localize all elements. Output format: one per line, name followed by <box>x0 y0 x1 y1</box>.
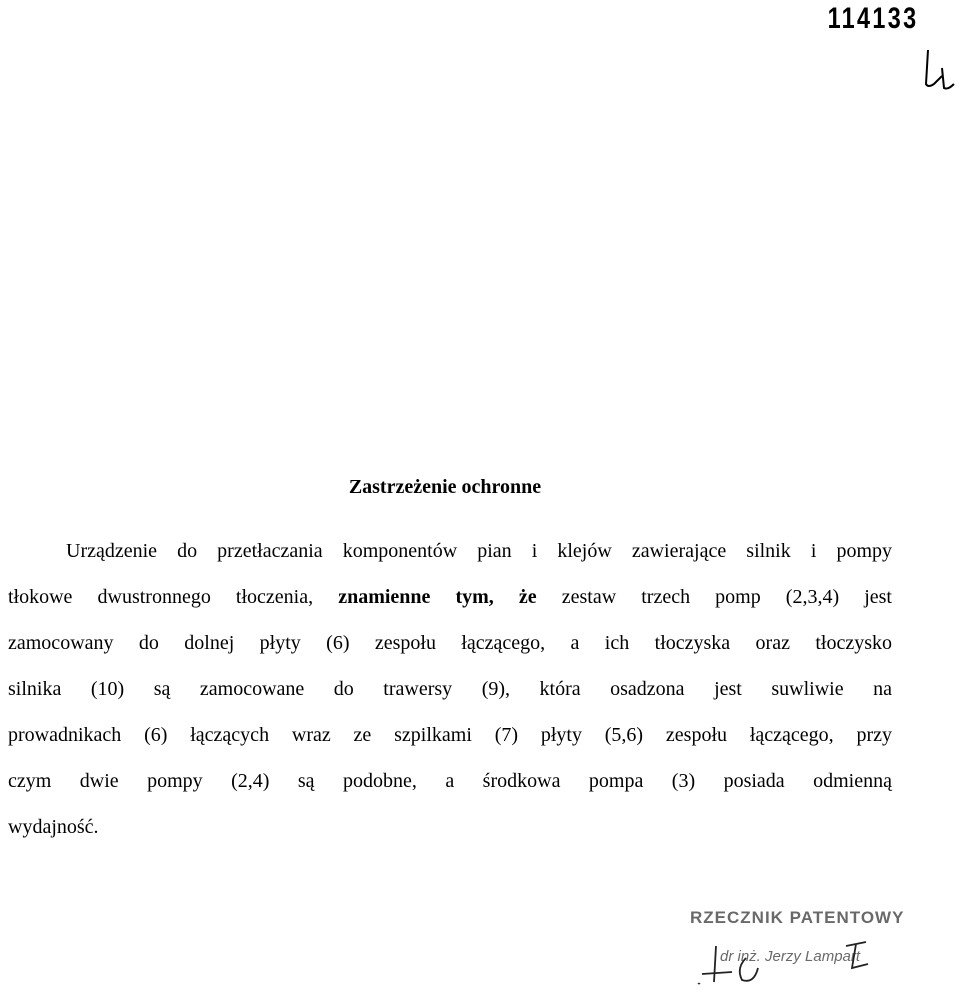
claim-line: zamocowany do dolnej płyty (6) zespołu łączącego, a ich tłoczyska oraz tłoczysko <box>8 632 892 654</box>
stamp-heading: RZECZNIK PATENTOWY <box>690 908 905 927</box>
claim-line: wydajność. <box>8 816 99 838</box>
claim-line: silnika (10) są zamocowane do trawersy (9), która osadzona jest suwliwie na <box>8 678 892 700</box>
handwritten-corner-mark <box>922 44 960 94</box>
claim-line: prowadnikach (6) łączących wraz ze szpilkami (7) płyty (5,6) zespołu łączącego, przy <box>8 724 892 746</box>
handwritten-signature <box>696 938 896 993</box>
page-number: 114133 <box>827 2 918 35</box>
document-title: Zastrzeżenie ochronne <box>348 476 542 498</box>
claim-line: czym dwie pompy (2,4) są podobne, a środkowa pompa (3) posiada odmienną <box>8 770 892 792</box>
stamp-name: dr inż. Jerzy Lampart <box>720 948 861 965</box>
claim-line: Urządzenie do przetłaczania komponentów pian i klejów zawierające silnik i pompy <box>66 540 892 562</box>
claim-body <box>8 536 892 858</box>
emphasis-text: znamienne tym, że <box>338 586 537 608</box>
claim-line: tłokowe dwustronnego tłoczenia, znamienne tym, że zestaw trzech pomp (2,3,4) jest <box>8 586 892 608</box>
